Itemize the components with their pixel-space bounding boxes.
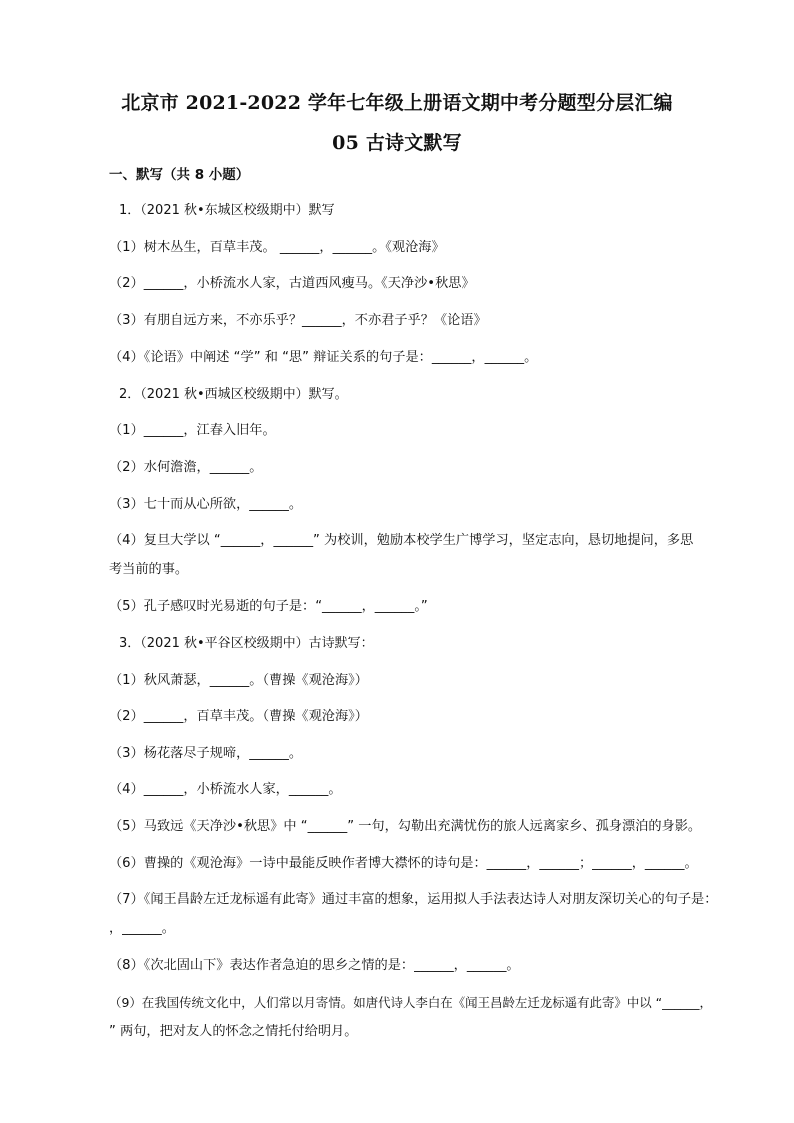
question-2-item-4: （4）复旦大学以 “______，______” 为校训，勉励本校学生广博学习，坚定志向，恳切地提问，多思 [109,533,694,548]
question-3-heading: 3．（2021 秋•平谷区校级期中）古诗默写： [119,636,374,651]
question-3-item-7: （7）《闻王昌龄左迁龙标遥有此寄》通过丰富的想象，运用拟人手法表达诗人对朋友深切关心的句子是： [109,892,718,907]
question-3-item-9-continued: ” 两句，把对友人的怀念之情托付给明月。 [109,1024,358,1039]
question-3-item-2: （2）______，百草丰茂。（曹操《观沧海》） [109,709,368,724]
question-2-item-5: （5）孔子感叹时光易逝的句子是：“______，______。” [109,599,428,614]
question-3-item-9: （9）在我国传统文化中，人们常以月寄情。如唐代诗人李白在《闻王昌龄左迁龙标遥有此寄》中以 “______， [109,995,712,1010]
question-1-item-4: （4）《论语》中阐述 “学” 和 “思” 辩证关系的句子是：______，______。 [109,350,538,365]
question-1-item-2: （2）______，小桥流水人家，古道西风瘦马。《天净沙•秋思》 [109,276,475,291]
question-3-item-5: （5）马致远《天净沙•秋思》中 “______” 一句，勾勒出充满忧伤的旅人远离家乡、孤身漂泊的身影。 [109,819,702,834]
question-3-item-4: （4）______，小桥流水人家，______。 [109,782,342,797]
question-2-item-1: （1）______，江春入旧年。 [109,423,276,438]
question-2-item-4-continued: 考当前的事。 [109,562,189,577]
question-2-heading: 2．（2021 秋•西城区校级期中）默写。 [119,387,348,402]
question-1-item-1: （1）树木丛生，百草丰茂。 ______，______。《观沧海》 [109,240,445,255]
document-title: 北京市 2021-2022 学年七年级上册语文期中考分题型分层汇编 [121,92,673,114]
question-1-item-3: （3）有朋自远方来，不亦乐乎？______，不亦君子乎？《论语》 [109,313,487,328]
question-1-heading: 1．（2021 秋•东城区校级期中）默写 [119,203,335,218]
question-3-item-1: （1）秋风萧瑟，______。（曹操《观沧海》） [109,673,368,688]
question-3-item-6: （6）曹操的《观沧海》一诗中最能反映作者博大襟怀的诗句是：______，______；______，______。 [109,856,698,871]
question-2-item-3: （3）七十而从心所欲，______。 [109,497,303,512]
question-2-item-2: （2）水何澹澹，______。 [109,460,263,475]
document-subtitle: 05 古诗文默写 [332,132,462,154]
question-3-item-8: （8）《次北固山下》表达作者急迫的思乡之情的是：______，______。 [109,958,520,973]
question-3-item-7-continued: ，______。 [109,921,175,936]
question-3-item-3: （3）杨花落尽子规啼，______。 [109,746,303,761]
section-heading: 一、默写（共 8 小题） [109,167,250,183]
